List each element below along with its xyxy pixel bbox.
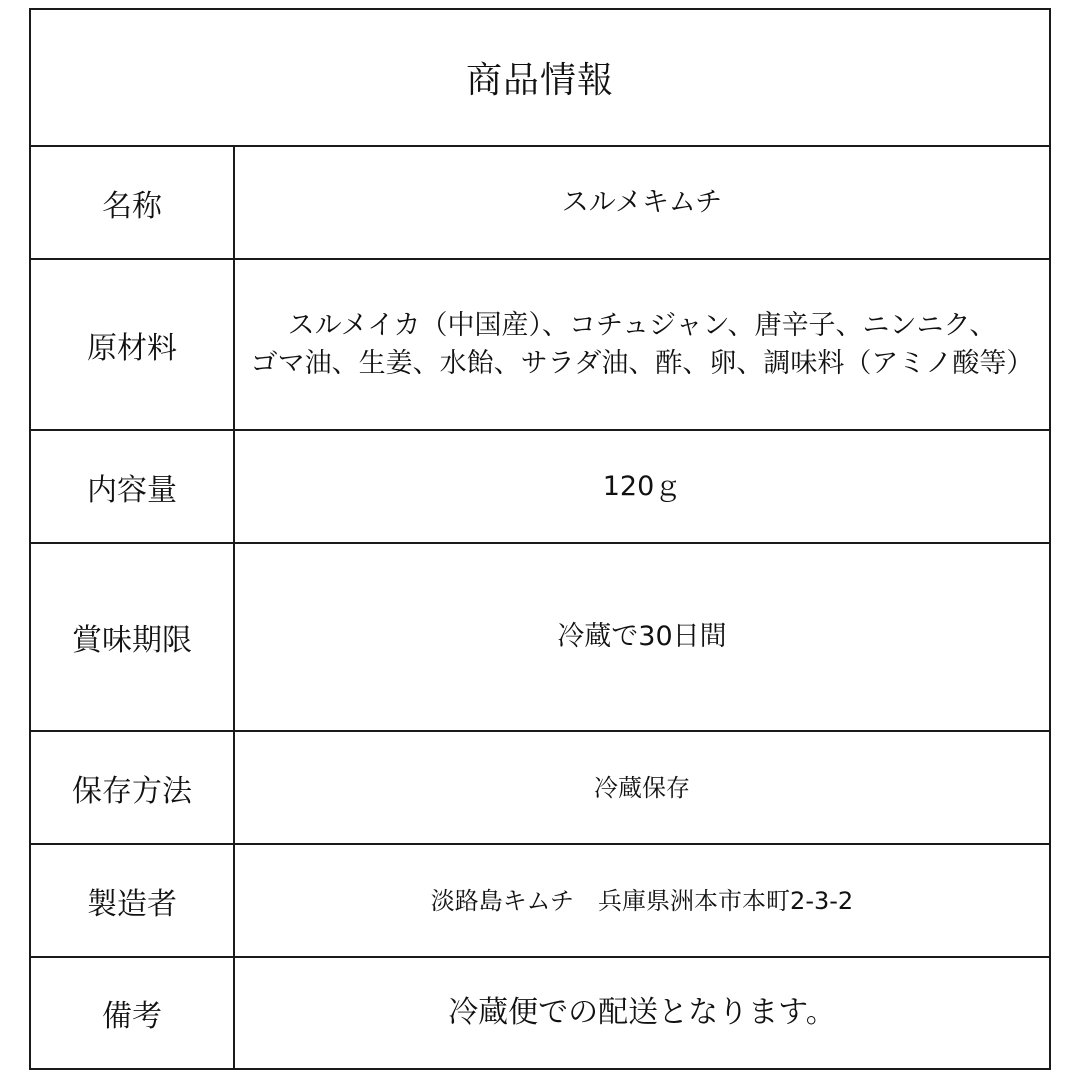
- value-ingredients: [235, 260, 1049, 429]
- label-content: 内容量: [31, 431, 235, 542]
- row-name: [31, 147, 1049, 260]
- label-name: 名称: [31, 147, 235, 258]
- value-expiry: 冷蔵で30日間: [557, 621, 727, 652]
- row-storage: [31, 732, 1049, 845]
- product-info-table: [29, 8, 1051, 1070]
- ingredients-line-1: スルメイカ（中国産）、コチュジャン、唐辛子、ニンニク、: [287, 309, 997, 341]
- label-manufacturer: 製造者: [31, 845, 235, 956]
- value-storage: 冷蔵保存: [594, 773, 690, 802]
- label-storage: 保存方法: [31, 732, 235, 843]
- label-ingredients: 原材料: [31, 260, 235, 429]
- ingredients-line-2: ゴマ油、生姜、水飴、サラダ油、酢、卵、調味料（アミノ酸等）: [250, 347, 1034, 379]
- row-remarks: [31, 958, 1049, 1068]
- row-expiry: [31, 544, 1049, 732]
- table-title: 商品情報: [31, 10, 1049, 147]
- value-manufacturer: 淡路島キムチ 兵庫県洲本市本町2-3-2: [430, 886, 854, 915]
- label-remarks: 備考: [31, 958, 235, 1068]
- row-manufacturer: [31, 845, 1049, 958]
- value-content: 120ｇ: [602, 470, 682, 502]
- value-name: スルメキムチ: [561, 186, 723, 218]
- row-ingredients: [31, 260, 1049, 431]
- row-content: [31, 431, 1049, 544]
- label-expiry: 賞味期限: [31, 544, 235, 730]
- value-remarks: 冷蔵便での配送となります。: [448, 995, 836, 1030]
